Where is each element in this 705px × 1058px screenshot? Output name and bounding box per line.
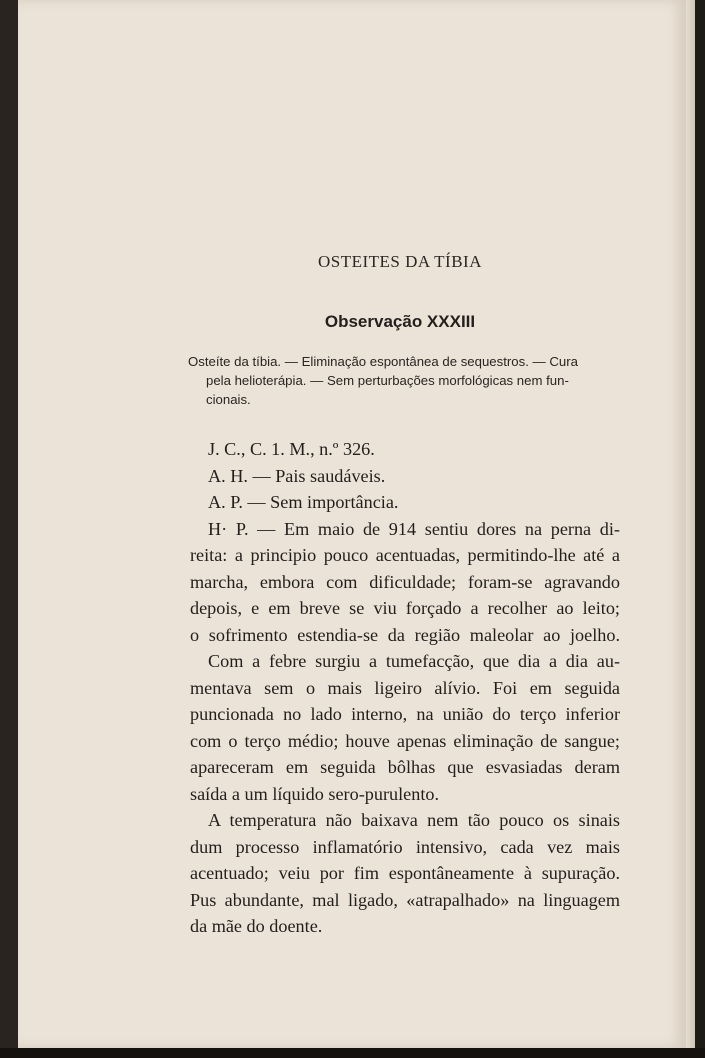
body-line: H· P. — Em maio de 914 sentiu dores na perna di-: [208, 518, 620, 539]
body-line: Com a febre surgiu a tumefacção, que dia a dia au-: [208, 651, 620, 671]
body-line: Pus abundante, mal ligado, «atrapalhado» na linguagem: [190, 889, 620, 910]
body-line: J. C., C. 1. M., n.º 326.: [208, 439, 375, 459]
body-line: marcha, embora com dificuldade; foram-se agravando: [190, 571, 620, 592]
body-line: mentava sem o mais ligeiro alívio. Foi em seguida: [190, 677, 620, 698]
body-line: dum processo inflamatório intensivo, cada vez mais: [190, 836, 620, 857]
case-body: [190, 436, 620, 940]
body-line: apareceram em seguida bôlhas que esvasiadas deram: [190, 757, 620, 777]
body-line: saída a um líquido sero-purulento.: [190, 783, 440, 804]
summary-line: pela helioterápia. — Sem perturbações morfológicas nem fun-: [206, 373, 569, 388]
body-line: reita: a principio pouco acentuadas, permitindo-lhe até a: [190, 545, 620, 565]
body-line: A. P. — Sem importância.: [208, 492, 399, 512]
body-line: da mãe do doente.: [190, 916, 323, 936]
body-line: puncionada no lado interno, na união do terço inferior: [190, 704, 620, 724]
body-line: A temperatura não baixava nem tão pouco os sinais: [208, 810, 620, 830]
body-line: o sofrimento estendia-se da região maleolar ao joelho.: [190, 624, 620, 645]
body-line: acentuado; veiu por fim espontâneamente à supuração.: [190, 863, 620, 883]
body-line: A. H. — Pais saudáveis.: [208, 465, 386, 486]
bottom-shadow: [0, 1048, 705, 1058]
body-line: com o terço médio; houve apenas eliminação de sangue;: [190, 730, 620, 751]
book-spine: [0, 0, 18, 1058]
page-edge: [686, 0, 695, 1048]
body-line: depois, e em breve se viu forçado a recolher ao leito;: [190, 598, 620, 618]
case-summary: [188, 352, 618, 409]
summary-line: Osteíte da tíbia. — Eliminação espontânea de sequestros. — Cura: [188, 354, 578, 369]
running-head: OSTEITES DA TÍBIA: [317, 252, 482, 271]
summary-line: cionais.: [206, 392, 251, 407]
observation-title: Observação XXXIII: [324, 312, 476, 331]
